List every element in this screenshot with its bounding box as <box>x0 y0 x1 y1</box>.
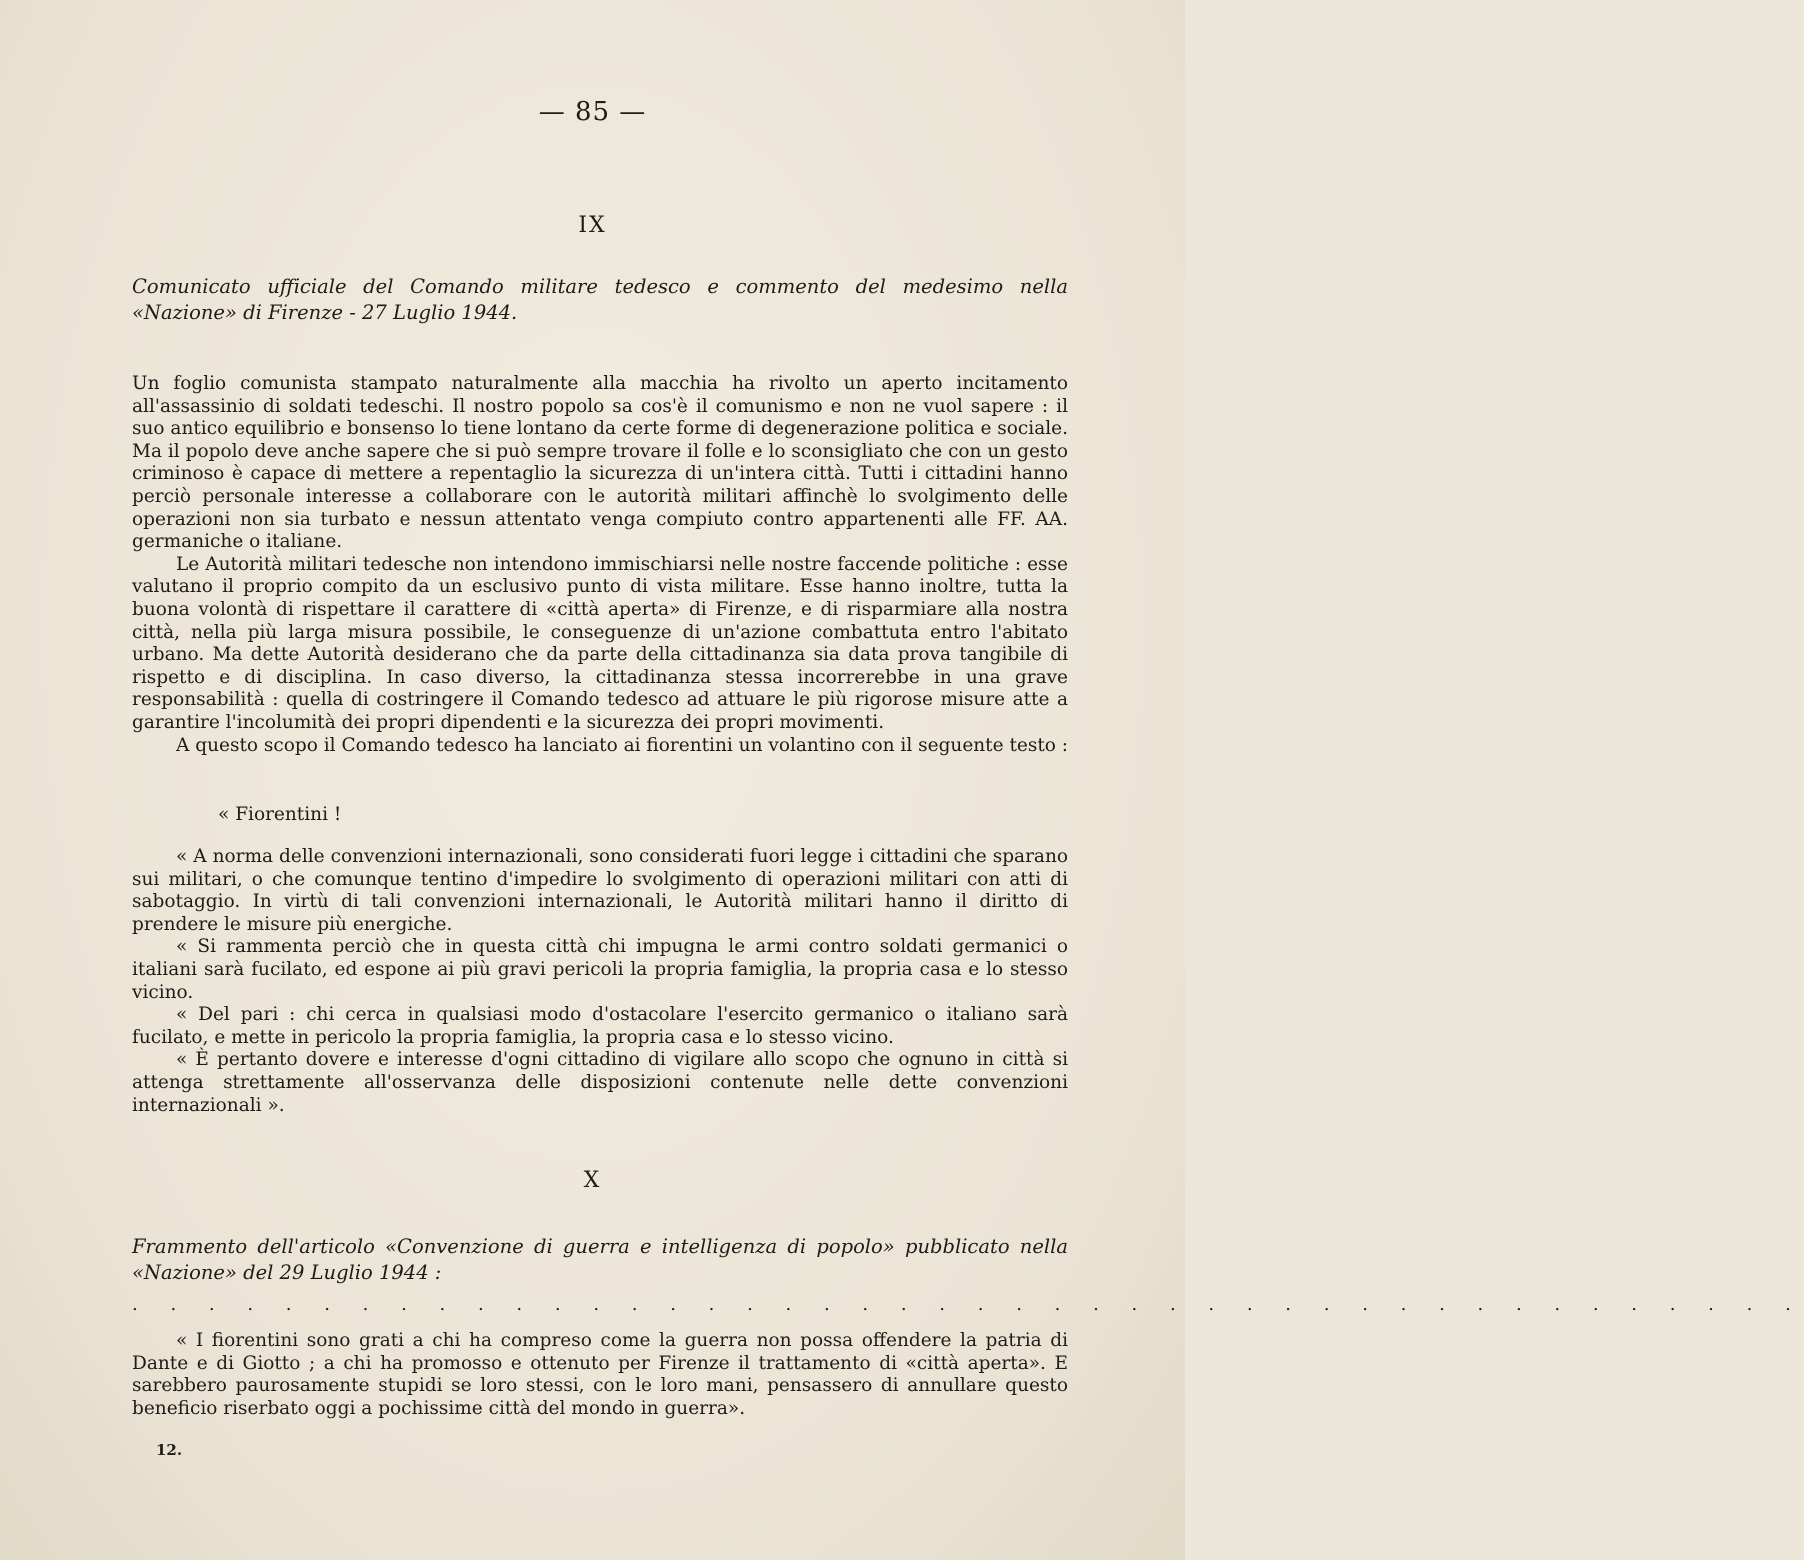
ellipsis-line: . . . . . . . . . . . . . . . . . . . . . . . . . . . . . . . . . . . . . . . . . . . . <box>132 1294 1804 1315</box>
section-body-ix <box>132 373 1068 757</box>
body-paragraph: « I fiorentini sono grati a chi ha compreso come la guerra non possa offendere la patria di Dante e di Giotto ; a chi ha promosso e ottenuto per Firenze il trattamento di «città aperta». E sarebbero paurosamente stupidi se loro stessi, con le loro mani, pensassero di annullare questo beneficio riserbato oggi a pochissime città del mondo in guerra». <box>132 1330 1068 1419</box>
body-paragraph: Un foglio comunista stampato naturalmente alla macchia ha rivolto un aperto incitamento all'assassinio di soldati tedeschi. Il nostro popolo sa cos'è il comunismo e non ne vuol sapere : il suo antico equilibrio e bonsenso lo tiene lontano da certe forme di degenerazione politica e sociale. Ma il popolo deve anche sapere che si può sempre trovare il folle e lo sconsigliato che con un gesto criminoso è capace di mettere a repentaglio la sicurezza di un'intera città. Tutti i cittadini hanno perciò personale interesse a collaborare con le autorità militari affinchè lo svolgimento delle operazioni non sia turbato e nessun attentato venga compiuto contro appartenenti alle FF. AA. germaniche o italiane. <box>132 373 1068 553</box>
quoted-paragraph: « Si rammenta perciò che in questa città chi impugna le armi contro soldati germanici o italiani sarà fucilato, ed espone ai più gravi pericoli la propria famiglia, la propria casa e lo stesso vicino. <box>132 936 1068 1003</box>
page-number: — 85 — <box>538 97 647 127</box>
section-numeral-ix: IX <box>578 213 607 238</box>
quoted-paragraph: « È pertanto dovere e interesse d'ogni cittadino di vigilare allo scopo che ognuno in città si attenga strettamente all'osservanza delle disposizioni contenute nelle dette convenzioni internazionali ». <box>132 1049 1068 1116</box>
quoted-paragraph: « A norma delle convenzioni internazionali, sono considerati fuori legge i cittadini che sparano sui militari, o che comunque tentino d'impedire lo svolgimento di operazioni militari con atti di sabotaggio. In virtù di tali convenzioni internazionali, le Autorità militari hanno il diritto di prendere le misure più energiche. <box>132 846 1068 935</box>
section-body-x <box>132 1330 1068 1420</box>
signature-mark: 12. <box>156 1441 183 1459</box>
quoted-leaflet-text <box>132 846 1068 1117</box>
section-heading-ix: Comunicato ufficiale del Comando militare tedesco e commento del medesimo nella «Nazione» di Firenze - 27 Luglio 1944. <box>132 275 1068 324</box>
section-heading-x: Frammento dell'articolo «Convenzione di guerra e intelligenza di popolo» pubblicato nella «Nazione» del 29 Luglio 1944 : <box>132 1235 1068 1284</box>
quoted-paragraph: « Del pari : chi cerca in qualsiasi modo d'ostacolare l'esercito germanico o italiano sarà fucilato, e mette in pericolo la propria famiglia, la propria casa e lo stesso vicino. <box>132 1004 1068 1048</box>
section-numeral-x: X <box>583 1168 602 1193</box>
body-paragraph: A questo scopo il Comando tedesco ha lanciato ai fiorentini un volantino con il seguente testo : <box>176 734 1069 756</box>
quote-salutation: « Fiorentini ! <box>218 804 342 825</box>
body-paragraph: Le Autorità militari tedesche non intendono immischiarsi nelle nostre faccende politiche : esse valutano il proprio compito da un esclusivo punto di vista militare. Esse hanno inoltre, tutta la buona volontà di rispettare il carattere di «città aperta» di Firenze, e di risparmiare alla nostra città, nella più larga misura possibile, le conseguenze di un'azione combattuta entro l'abitato urbano. Ma dette Autorità desiderano che da parte della cittadinanza sia data prova tangibile di rispetto e di disciplina. In caso diverso, la cittadinanza stessa incorrerebbe in una grave responsabilità : quella di costringere il Comando tedesco ad attuare le più rigorose misure atte a garantire l'incolumità dei propri dipendenti e la sicurezza dei propri movimenti. <box>132 553 1068 733</box>
